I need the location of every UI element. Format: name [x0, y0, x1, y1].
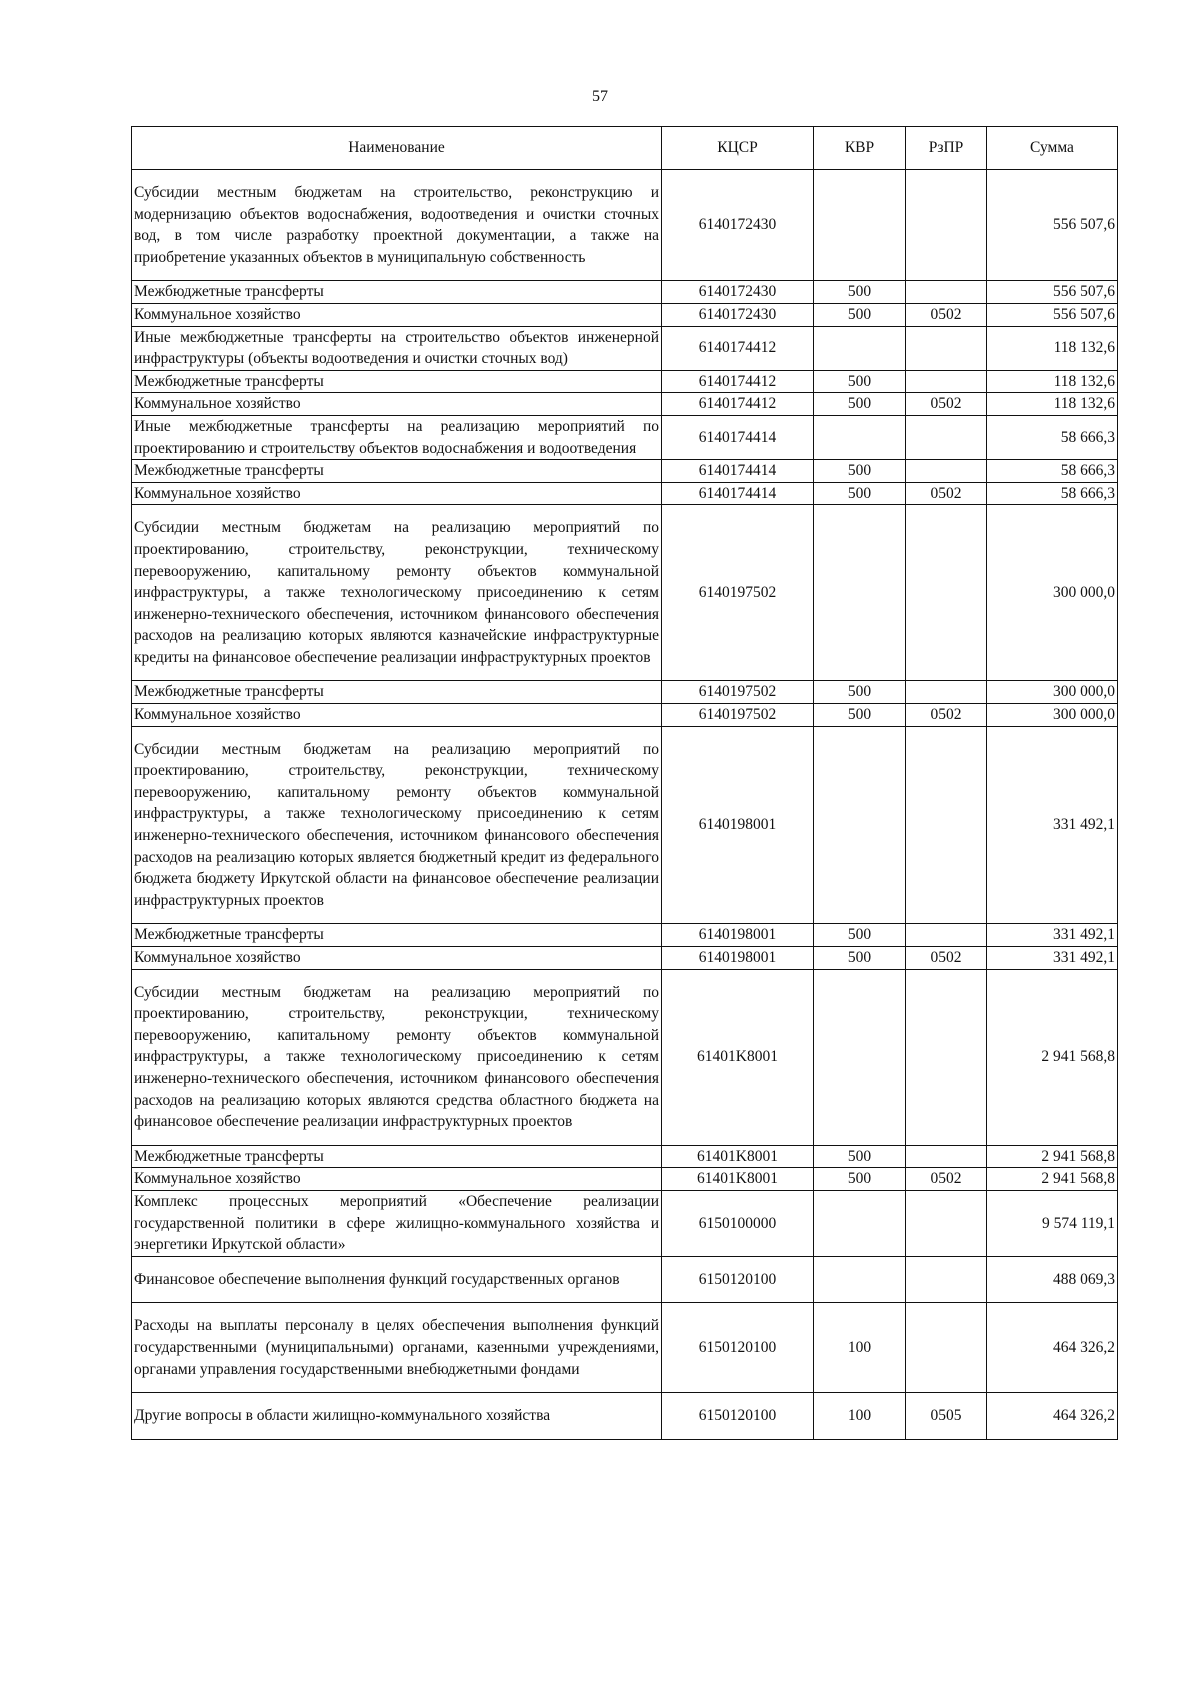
cell-kcsr: 6150120100: [662, 1256, 814, 1303]
cell-kvr: 500: [814, 924, 906, 947]
cell-kvr: [814, 326, 906, 370]
cell-rzpr: 0502: [906, 303, 987, 326]
cell-name: Расходы на выплаты персоналу в целях обеспечения выполнения функций государственными (муниципальными) органами, казенными учреждениями, органами управления государственными внебюджетными фондами: [132, 1303, 662, 1393]
table-row: [132, 1303, 1118, 1393]
cell-kvr: 500: [814, 460, 906, 483]
table-row: [132, 460, 1118, 483]
table-row: [132, 681, 1118, 704]
cell-sum: 300 000,0: [987, 505, 1118, 681]
cell-kcsr: 6140172430: [662, 303, 814, 326]
cell-rzpr: 0502: [906, 1168, 987, 1191]
cell-sum: 464 326,2: [987, 1303, 1118, 1393]
cell-name: Коммунальное хозяйство: [132, 704, 662, 727]
cell-kcsr: 6140174414: [662, 460, 814, 483]
cell-kvr: 500: [814, 704, 906, 727]
table-row: [132, 393, 1118, 416]
cell-kvr: 100: [814, 1393, 906, 1440]
cell-name: Коммунальное хозяйство: [132, 1168, 662, 1191]
cell-kcsr: 6150120100: [662, 1303, 814, 1393]
cell-sum: 2 941 568,8: [987, 969, 1118, 1145]
cell-kcsr: 6150100000: [662, 1190, 814, 1256]
cell-name: Межбюджетные трансферты: [132, 460, 662, 483]
cell-name: Субсидии местным бюджетам на реализацию мероприятий по проектированию, строительству, реконструкции, техническому перевооружению, капитальному ремонту объектов коммунальной инфраструктуры, а также технологическому присоединению к сетям инженерно-технического обеспечения, источником финансового обеспечения расходов на реализацию которых является бюджетный кредит из федерального бюджета бюджету Иркутской области на финансовое обеспечение реализации инфраструктурных проектов: [132, 726, 662, 924]
cell-rzpr: [906, 1190, 987, 1256]
cell-sum: 464 326,2: [987, 1393, 1118, 1440]
cell-sum: 556 507,6: [987, 281, 1118, 304]
cell-sum: 300 000,0: [987, 704, 1118, 727]
page-number: 57: [592, 88, 608, 105]
table-row: [132, 924, 1118, 947]
table-row: [132, 1168, 1118, 1191]
cell-rzpr: 0502: [906, 393, 987, 416]
cell-kvr: 500: [814, 1168, 906, 1191]
cell-sum: 300 000,0: [987, 681, 1118, 704]
cell-kvr: 100: [814, 1303, 906, 1393]
cell-kcsr: 61401K8001: [662, 969, 814, 1145]
cell-name: Коммунальное хозяйство: [132, 482, 662, 505]
cell-kcsr: 61401K8001: [662, 1168, 814, 1191]
cell-sum: 58 666,3: [987, 415, 1118, 459]
cell-sum: 118 132,6: [987, 393, 1118, 416]
cell-name: Межбюджетные трансферты: [132, 370, 662, 393]
cell-kvr: 500: [814, 482, 906, 505]
cell-name: Субсидии местным бюджетам на строительство, реконструкцию и модернизацию объектов водоснабжения, водоотведения и очистки сточных вод, в том числе разработку проектной документации, а также на приобретение указанных объектов в муниципальную собственность: [132, 170, 662, 281]
cell-rzpr: [906, 326, 987, 370]
cell-name: Финансовое обеспечение выполнения функций государственных органов: [132, 1256, 662, 1303]
cell-rzpr: [906, 170, 987, 281]
cell-sum: 9 574 119,1: [987, 1190, 1118, 1256]
table-row: [132, 303, 1118, 326]
cell-rzpr: [906, 969, 987, 1145]
cell-rzpr: [906, 924, 987, 947]
header-sum: Сумма: [987, 127, 1118, 170]
table-row: [132, 947, 1118, 970]
cell-kcsr: 6140197502: [662, 505, 814, 681]
cell-name: Иные межбюджетные трансферты на строительство объектов инженерной инфраструктуры (объекты водоотведения и очистки сточных вод): [132, 326, 662, 370]
table-row: [132, 1393, 1118, 1440]
cell-kvr: 500: [814, 370, 906, 393]
table-row: [132, 370, 1118, 393]
cell-sum: 556 507,6: [987, 170, 1118, 281]
cell-kvr: [814, 1256, 906, 1303]
cell-sum: 118 132,6: [987, 326, 1118, 370]
cell-sum: 2 941 568,8: [987, 1145, 1118, 1168]
cell-rzpr: [906, 505, 987, 681]
table-row: [132, 326, 1118, 370]
cell-rzpr: 0502: [906, 704, 987, 727]
cell-kcsr: 6150120100: [662, 1393, 814, 1440]
table-row: [132, 281, 1118, 304]
cell-kcsr: 6140174412: [662, 393, 814, 416]
cell-kcsr: 6140198001: [662, 947, 814, 970]
cell-kvr: [814, 170, 906, 281]
budget-table: [131, 126, 1118, 1440]
cell-sum: 331 492,1: [987, 947, 1118, 970]
cell-kvr: 500: [814, 393, 906, 416]
cell-name: Межбюджетные трансферты: [132, 924, 662, 947]
cell-kvr: [814, 1190, 906, 1256]
cell-kvr: 500: [814, 303, 906, 326]
cell-kcsr: 6140198001: [662, 924, 814, 947]
cell-kcsr: 6140172430: [662, 170, 814, 281]
cell-name: Межбюджетные трансферты: [132, 681, 662, 704]
cell-sum: 488 069,3: [987, 1256, 1118, 1303]
cell-name: Другие вопросы в области жилищно-коммунального хозяйства: [132, 1393, 662, 1440]
cell-name: Коммунальное хозяйство: [132, 947, 662, 970]
header-rzpr: РзПР: [906, 127, 987, 170]
table-row: [132, 726, 1118, 924]
cell-rzpr: 0505: [906, 1393, 987, 1440]
cell-rzpr: 0502: [906, 482, 987, 505]
cell-sum: 2 941 568,8: [987, 1168, 1118, 1191]
table-row: [132, 505, 1118, 681]
cell-rzpr: [906, 1303, 987, 1393]
table-row: [132, 482, 1118, 505]
cell-kcsr: 6140174414: [662, 482, 814, 505]
table-row: [132, 1145, 1118, 1168]
cell-kvr: [814, 505, 906, 681]
cell-name: Комплекс процессных мероприятий «Обеспечение реализации государственной политики в сфере жилищно-коммунального хозяйства и энергетики Иркутской области»: [132, 1190, 662, 1256]
table-row: [132, 170, 1118, 281]
header-kvr: КВР: [814, 127, 906, 170]
cell-rzpr: [906, 1256, 987, 1303]
cell-sum: 556 507,6: [987, 303, 1118, 326]
cell-name: Межбюджетные трансферты: [132, 1145, 662, 1168]
cell-rzpr: [906, 681, 987, 704]
cell-sum: 58 666,3: [987, 482, 1118, 505]
cell-name: Межбюджетные трансферты: [132, 281, 662, 304]
cell-kcsr: 6140198001: [662, 726, 814, 924]
cell-kcsr: 6140172430: [662, 281, 814, 304]
header-name: Наименование: [132, 127, 662, 170]
table-row: [132, 1190, 1118, 1256]
cell-sum: 58 666,3: [987, 460, 1118, 483]
table-header-row: [132, 127, 1118, 170]
cell-rzpr: [906, 370, 987, 393]
cell-sum: 331 492,1: [987, 726, 1118, 924]
cell-name: Иные межбюджетные трансферты на реализацию мероприятий по проектированию и строительству объектов водоснабжения и водоотведения: [132, 415, 662, 459]
cell-kcsr: 6140197502: [662, 681, 814, 704]
cell-name: Коммунальное хозяйство: [132, 393, 662, 416]
cell-kcsr: 6140174412: [662, 370, 814, 393]
table-row: [132, 969, 1118, 1145]
header-kcsr: КЦСР: [662, 127, 814, 170]
cell-name: Субсидии местным бюджетам на реализацию мероприятий по проектированию, строительству, реконструкции, техническому перевооружению, капитальному ремонту объектов коммунальной инфраструктуры, а также технологическому присоединению к сетям инженерно-технического обеспечения, источником финансового обеспечения расходов на реализацию которых являются казначейские инфраструктурные кредиты на финансовое обеспечение реализации инфраструктурных проектов: [132, 505, 662, 681]
cell-kcsr: 6140174414: [662, 415, 814, 459]
table-row: [132, 1256, 1118, 1303]
table-row: [132, 415, 1118, 459]
cell-kcsr: 6140197502: [662, 704, 814, 727]
cell-sum: 118 132,6: [987, 370, 1118, 393]
cell-kcsr: 61401K8001: [662, 1145, 814, 1168]
cell-kvr: 500: [814, 947, 906, 970]
cell-rzpr: [906, 1145, 987, 1168]
cell-kvr: [814, 969, 906, 1145]
table-body: [132, 170, 1118, 1440]
cell-rzpr: [906, 281, 987, 304]
cell-rzpr: [906, 460, 987, 483]
table-row: [132, 704, 1118, 727]
cell-name: Коммунальное хозяйство: [132, 303, 662, 326]
cell-rzpr: [906, 415, 987, 459]
cell-kvr: [814, 726, 906, 924]
cell-name: Субсидии местным бюджетам на реализацию мероприятий по проектированию, строительству, реконструкции, техническому перевооружению, капитальному ремонту объектов коммунальной инфраструктуры, а также технологическому присоединению к сетям инженерно-технического обеспечения, источником финансового обеспечения расходов на реализацию которых являются средства областного бюджета на финансовое обеспечение реализации инфраструктурных проектов: [132, 969, 662, 1145]
cell-sum: 331 492,1: [987, 924, 1118, 947]
cell-kvr: [814, 415, 906, 459]
cell-kvr: 500: [814, 1145, 906, 1168]
cell-kcsr: 6140174412: [662, 326, 814, 370]
cell-rzpr: 0502: [906, 947, 987, 970]
cell-kvr: 500: [814, 281, 906, 304]
cell-kvr: 500: [814, 681, 906, 704]
cell-rzpr: [906, 726, 987, 924]
